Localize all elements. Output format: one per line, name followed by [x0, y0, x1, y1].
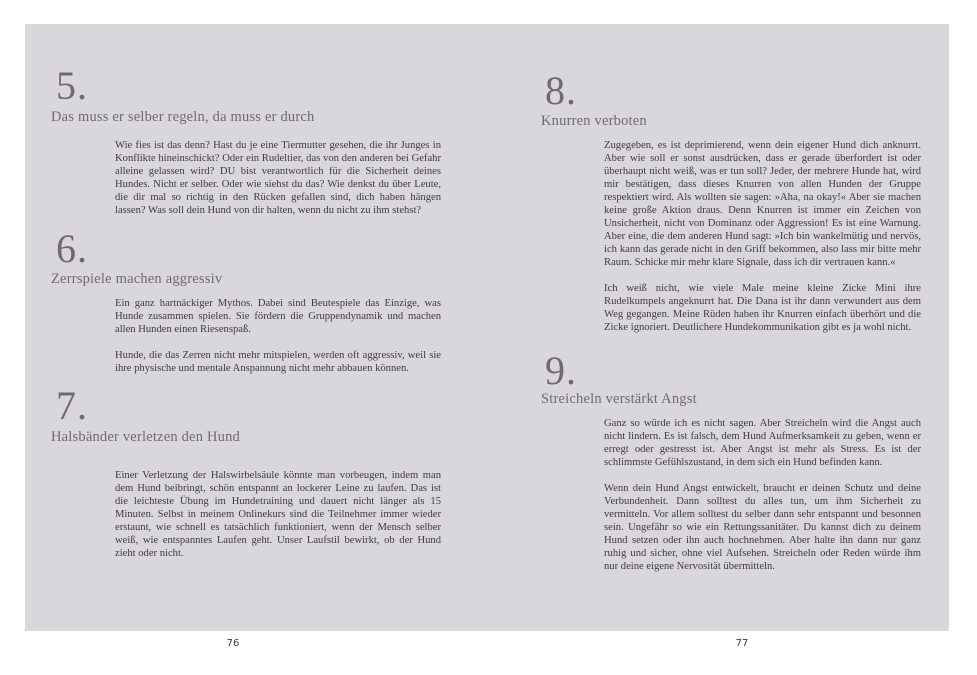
section-heading: Knurren verboten — [541, 113, 647, 129]
paragraph: Wie fies ist das denn? Hast du je eine Tiermutter gesehen, die ihr Junges in Konflikte hineinschickt? Oder ein Rudeltier, das von den anderen bei Gefahr alleine gelassen wird? DU bist verantwortlich für die Sicherheit deines Hundes. Nicht er selber. Oder wie siehst du das? Wie denkst du über Leute, die dir mal so richtig in den Rücken gefallen sind, dich haben hängen lassen? Was soll dein Hund von dir halten, wenn du nicht zu ihm stehst? — [115, 140, 441, 216]
section-heading: Zerrspiele machen aggressiv — [51, 271, 223, 287]
section-number: 6. — [56, 226, 88, 271]
paragraph: Zugegeben, es ist deprimierend, wenn dein eigener Hund dich anknurrt. Aber wie soll er sonst ausdrücken, dass er gerade überfordert ist oder überhaupt nicht weiß, was er tun soll? Jeder, der mehrere Hunde hat, wird mir bestätigen, dass dieses Knurren von allen Hunden der Gruppe respektiert wird. Als wollten sie sagen: »Aha, na okay!« Aber sie machen keine große Aktion draus. Denn Knurren ist immer ein Zeichen von Unsicherheit, nicht von Dominanz oder Aggression! Es ist eine Warnung. Aber eine, die dem anderen Hund sagt: »Ich bin wankelmütig und nervös, ich kann das gerade nicht in den Griff bekommen, also lass mir bitte mehr Raum. Schicke mir mehr klare Signale, dass ich dir vertrauen kann.« — [604, 140, 921, 268]
section-heading: Halsbänder verletzen den Hund — [51, 429, 240, 445]
section-body — [115, 469, 441, 560]
section-number: 5. — [56, 63, 88, 108]
section-body — [115, 297, 441, 375]
paragraph: Ich weiß nicht, wie viele Male meine kleine Zicke Mini ihre Rudelkumpels angeknurrt hat. Die Dana ist ihr dann verwundert aus dem Weg gegangen. Meine Rüden haben ihr Knurren einfach überhört und die Zicke ignoriert. Deutlichere Hundekommunikation gibt es ja wohl nicht. — [604, 283, 921, 333]
book-spread — [25, 24, 949, 631]
section-number: 8. — [545, 68, 577, 113]
page-number-right: 77 — [735, 638, 749, 649]
section-body — [604, 139, 921, 334]
section-number: 7. — [56, 383, 88, 428]
section-heading: Das muss er selber regeln, da muss er durch — [51, 109, 315, 125]
paragraph: Ganz so würde ich es nicht sagen. Aber Streicheln wird die Angst auch nicht lindern. Es ist falsch, dem Hund Aufmerksamkeit zu geben, wenn er erregt oder gestresst ist. Aber Angst ist mehr als Stress. Es ist der schlimmste Gefühlszustand, in dem sich ein Hund befinden kann. — [604, 418, 921, 468]
section-heading: Streicheln verstärkt Angst — [541, 391, 697, 407]
section-body — [115, 139, 441, 217]
paragraph: Ein ganz hartnäckiger Mythos. Dabei sind Beutespiele das Einzige, was Hunde zusammen spielen. Sie fördern die Gruppendynamik und machen allen Hunden einen Riesenspaß. — [115, 298, 441, 335]
paragraph: Hunde, die das Zerren nicht mehr mitspielen, werden oft aggressiv, weil sie ihre physische und mentale Anspannung nicht mehr abbauen können. — [115, 350, 441, 374]
section-number: 9. — [545, 348, 577, 393]
section-body — [604, 417, 921, 573]
paragraph: Einer Verletzung der Halswirbelsäule könnte man vorbeugen, indem man dem Hund beibringt, schön entspannt an lockerer Leine zu laufen. Das ist die leichteste Übung im Hundetraining und dauert nicht länger als 15 Minuten. Selbst in meinem Onlinekurs sind die Teilnehmer immer wieder erstaunt, wie schnell es tatsächlich funktioniert, wenn der Mensch selber weiß, wie entspanntes Laufen geht. Unser Laufstil bewirkt, ob der Hund zieht oder nicht. — [115, 470, 441, 559]
paragraph: Wenn dein Hund Angst entwickelt, braucht er deinen Schutz und deine Verbundenheit. Dann solltest du alles tun, um ihm Sicherheit zu vermitteln. Vor allem solltest du selber dann sehr entspannt und besonnen sein. Ungefähr so wie ein Rettungssanitäter. Du kannst dich zu deinem Hund setzen oder ihn auch hochnehmen. Aber halte ihn dann nur ganz ruhig und sicher, ohne viel Aufsehen. Streicheln oder Reden würde ihm nur deine eigene Nervosität übermitteln. — [604, 483, 921, 572]
page-number-left: 76 — [226, 638, 240, 649]
